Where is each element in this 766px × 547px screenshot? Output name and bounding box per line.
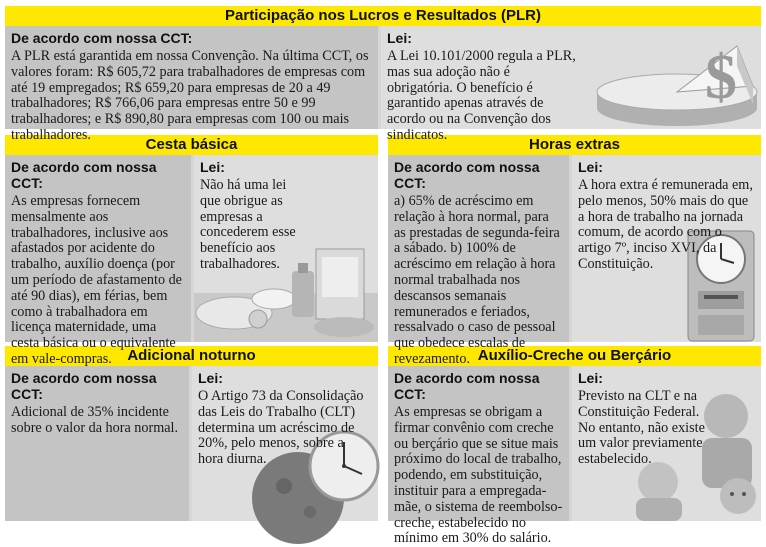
cesta-cct-column xyxy=(5,155,191,367)
noturno-section xyxy=(5,346,378,521)
plr-lei-heading: Lei: xyxy=(387,30,412,46)
cesta-lei-column xyxy=(194,155,378,342)
creche-cct-heading: De acordo com nossa CCT: xyxy=(394,370,540,402)
horas-cct-heading: De acordo com nossa CCT: xyxy=(394,159,540,191)
creche-lei-heading: Lei: xyxy=(578,370,603,386)
horas-lei-text: A hora extra é remunerada em, pelo menos, 50% mais do que a hora de trabalho na jornada comum, de acordo com o artigo 7º, inciso XVI, da Constituição. xyxy=(578,177,753,272)
money-cake-illustration xyxy=(577,32,757,128)
plr-title: Participação nos Lucros e Resultados (PLR) xyxy=(5,6,761,26)
horas-lei-heading: Lei: xyxy=(578,159,603,175)
dollar-sign: $ xyxy=(705,41,737,112)
cesta-cct-heading: De acordo com nossa CCT: xyxy=(11,159,157,191)
horas-title: Horas extras xyxy=(388,135,761,155)
plr-cct-column xyxy=(5,26,378,143)
noturno-cct-column xyxy=(5,366,189,521)
horas-cct-text: a) 65% de acréscimo em relação à hora normal, para as prestadas de segunda-feira a sábado. b) 100% de acréscimo em relação à hora normal trabalhada nos descansos semanais remunerados e feriados, ressalvado o caso de pessoal que obedece escalas de revezamento. xyxy=(394,193,560,367)
creche-lei-text: Previsto na CLT e na Constituição Federal. No entanto, não existe um valor previamente estabelecido. xyxy=(578,388,705,468)
noturno-cct-heading: De acordo com nossa CCT: xyxy=(11,370,157,402)
creche-cct-text: As empresas se obrigam a firmar convênio com creche ou berçário que se situe mais próximo do local de trabalho, podendo, em substituição, instituir para a empregada-mãe, o sistema de reembolso-creche, estabelecido no mínimo em 30% do salário. xyxy=(394,404,563,547)
creche-section xyxy=(388,346,761,547)
horas-cct-column xyxy=(388,155,569,367)
noturno-title: Adicional noturno xyxy=(5,346,378,366)
plr-lei-column xyxy=(381,26,761,143)
cesta-lei-text: Não há uma lei que obrigue as empresas a concederem esse benefício aos trabalhadores. xyxy=(200,177,296,272)
plr-lei-text: A Lei 10.101/2000 regula a PLR, mas sua adoção não é obrigatória. O benefício é garantido apenas através de acordo ou na Convenção dos sindicatos. xyxy=(387,48,576,143)
noturno-cct-text: Adicional de 35% incidente sobre o valor da hora normal. xyxy=(11,404,179,436)
noturno-lei-text: O Artigo 73 da Consolidação das Leis do Trabalho (CLT) determina um acréscimo de 20%, pelo menos, sobre a hora diurna. xyxy=(198,388,364,468)
cesta-lei-heading: Lei: xyxy=(200,159,225,175)
creche-cct-column xyxy=(388,366,569,547)
cesta-title: Cesta básica xyxy=(5,135,378,155)
cesta-cct-text: As empresas fornecem mensalmente aos trabalhadores, inclusive aos afastados por acidente do trabalho, auxílio doença (por um período de afastamento de até 90 dias), em férias, bem como à trabalhadora em licença maternidade, uma cesta básica ou o equivalente em vale-compras. xyxy=(11,193,182,367)
creche-title: Auxílio-Creche ou Berçário xyxy=(388,346,761,366)
noturno-lei-heading: Lei: xyxy=(198,370,223,386)
plr-cct-text: A PLR está garantida em nossa Convenção. Na última CCT, os valores foram: R$ 605,72 para trabalhadores de empresas com até 19 empregados; R$ 659,20 para empresas de 20 a 49 trabalhadores; R$ 766,06 para empresas entre 50 e 99 trabalhadores; e R$ 890,80 para empresas com 100 ou mais trabalhadores. xyxy=(11,48,369,143)
plr-section xyxy=(5,6,761,143)
plr-cct-heading: De acordo com nossa CCT: xyxy=(11,30,193,46)
creche-lei-column xyxy=(572,366,761,521)
noturno-lei-column xyxy=(192,366,378,521)
horas-lei-column xyxy=(572,155,761,342)
